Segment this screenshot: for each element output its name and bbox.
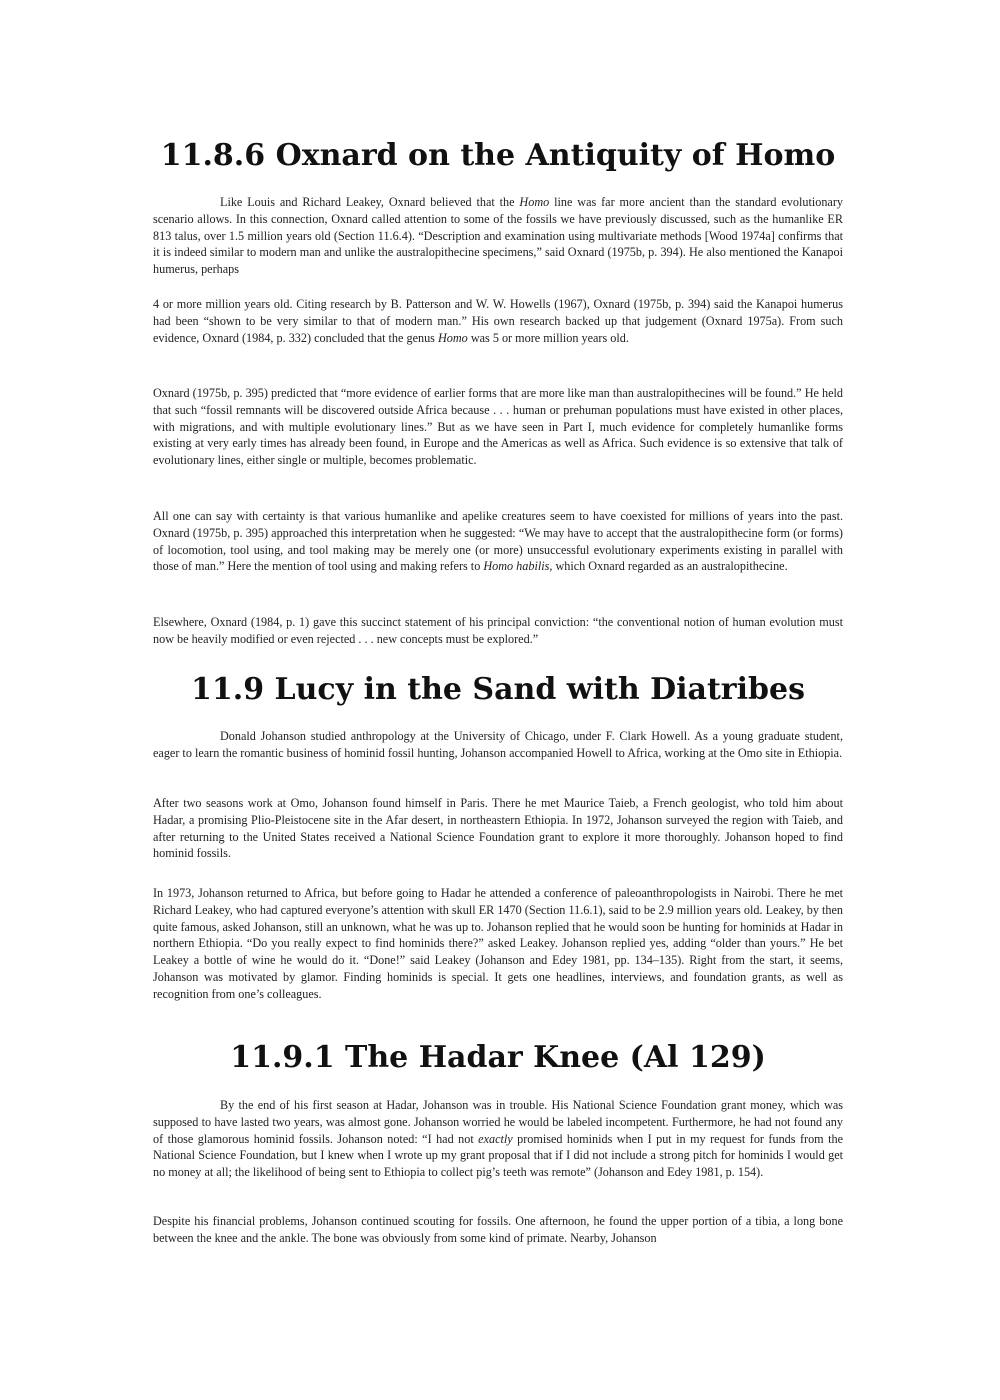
paragraph: After two seasons work at Omo, Johanson found himself in Paris. There he met Maurice Taieb, a French geologist, who told him about Hadar, a promising Plio-Pleistocene site in the Afar desert, in northeastern Ethiopia. In 1972, Johanson surveyed the region with Taieb, and after returning to the United States received a National Science Foundation grant to explore it more thoroughly. Johanson hoped to find hominid fossils. bbox=[153, 796, 843, 861]
section-heading-lucy: 11.9 Lucy in the Sand with Diatribes bbox=[191, 672, 805, 707]
paragraph: Despite his financial problems, Johanson continued scouting for fossils. One afternoon, he found the upper portion of a tibia, a long bone between the knee and the ankle. The bone was obviously from some kind of primate. Nearby, Johanson bbox=[153, 1214, 843, 1245]
section-heading-hadar-knee: 11.9.1 The Hadar Knee (Al 129) bbox=[230, 1040, 766, 1075]
paragraph: Donald Johanson studied anthropology at the University of Chicago, under F. Clark Howell. As a young graduate student, eager to learn the romantic business of hominid fossil hunting, Johanson accompanied Howell to Africa, working at the Omo site in Ethiopia. bbox=[153, 729, 843, 760]
paragraph: In 1973, Johanson returned to Africa, but before going to Hadar he attended a conference of paleoanthropologists in Nairobi. There he met Richard Leakey, who had captured everyone’s attention with skull ER 1470 (Section 11.6.1), said to be 2.9 million years old. Leakey, by then quite famous, asked Johanson, still an unknown, what he was up to. Johanson replied that he would soon be hunting for hominids at Hadar in northern Ethiopia. “Do you really expect to find hominids there?” asked Leakey. Johanson replied yes, adding “older than yours.” He bet Leakey a bottle of wine he would do it. “Done!” said Leakey (Johanson and Edey 1981, pp. 134–135). Right from the start, it seems, Johanson was motivated by glamor. Finding hominids is special. It gets one headlines, interviews, and foundation grants, as well as recognition from one’s colleagues. bbox=[153, 886, 843, 1001]
paragraph: Elsewhere, Oxnard (1984, p. 1) gave this succinct statement of his principal conviction: “the conventional notion of human evolution must now be heavily modified or even rejected . . . new concepts must be explored.” bbox=[153, 615, 843, 646]
paragraph: All one can say with certainty is that various humanlike and apelike creatures seem to have coexisted for millions of years into the past. Oxnard (1975b, p. 395) approached this interpretation when he suggested: “We may have to accept that the australopithecine form (or forms) of locomotion, tool using, and tool making may be merely one (or more) unsuccessful evolutionary experiments existing in parallel with those of man.” Here the mention of tool using and making refers to Homo habilis, which Oxnard regarded as an australopithecine. bbox=[153, 509, 843, 574]
paragraph: By the end of his first season at Hadar, Johanson was in trouble. His National Science Foundation grant money, which was supposed to have lasted two years, was almost gone. Johanson worried he would be labeled incompetent. Furthermore, he had not found any of those glamorous hominid fossils. Johanson noted: “I had not exactly promised hominids when I put in my request for funds from the National Science Foundation, but I knew when I wrote up my grant proposal that if I did not include a strong pitch for hominids I would get no money at all; the likelihood of being sent to Ethiopia to collect pig’s teeth was remote” (Johanson and Edey 1981, p. 154). bbox=[153, 1098, 843, 1180]
section-heading-oxnard: 11.8.6 Oxnard on the Antiquity of Homo bbox=[160, 138, 836, 173]
paragraph: Oxnard (1975b, p. 395) predicted that “more evidence of earlier forms that are more like man than australopithecines will be found.” He held that such “fossil remnants will be discovered outside Africa because . . . human or prehuman populations must have existed in other places, with migrations, and with multiple evolutionary lines.” But as we have seen in Part I, much evidence for completely humanlike forms existing at very early times has already been found, in Europe and the Americas as well as Africa. Such evidence is so extensive that talk of evolutionary lines, either single or multiple, becomes problematic. bbox=[153, 386, 843, 468]
paragraph: Like Louis and Richard Leakey, Oxnard believed that the Homo line was far more ancient than the standard evolutionary scenario allows. In this connection, Oxnard called attention to some of the fossils we have previously discussed, such as the humanlike ER 813 talus, over 1.5 million years old (Section 11.6.4). “Description and examination using multivariate methods [Wood 1974a] confirms that it is indeed similar to modern man and unlike the australopithecine specimens,” said Oxnard (1975b, p. 394). He also mentioned the Kanapoi humerus, perhaps bbox=[153, 195, 843, 277]
paragraph: 4 or more million years old. Citing research by B. Patterson and W. W. Howells (1967), Oxnard (1975b, p. 394) said the Kanapoi humerus had been “shown to be very similar to that of modern man.” His own research backed up that judgement (Oxnard 1975a). From such evidence, Oxnard (1984, p. 332) concluded that the genus Homo was 5 or more million years old. bbox=[153, 297, 843, 345]
